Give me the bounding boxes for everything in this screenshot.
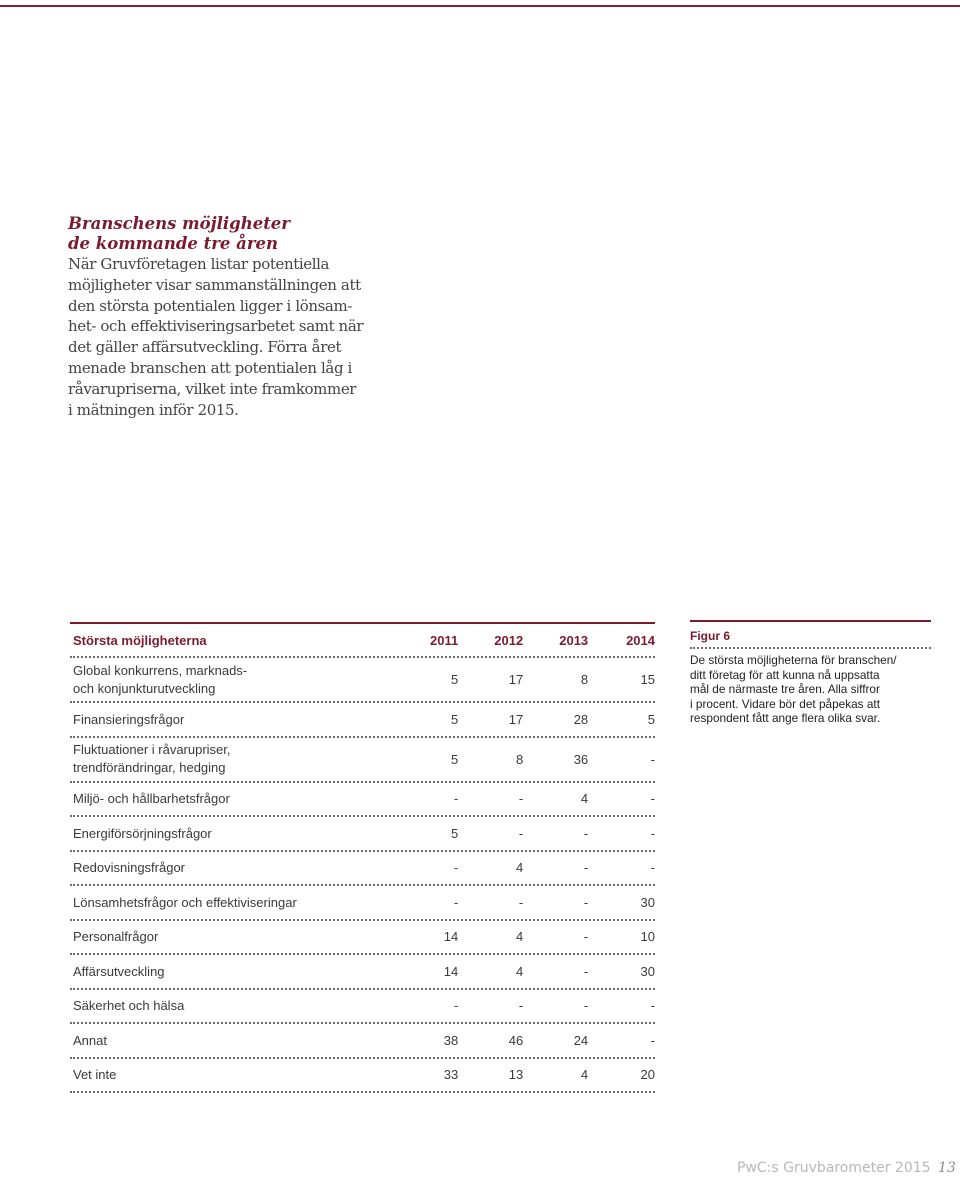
row-value: 5: [451, 711, 459, 727]
intro-heading-line2: de kommande tre åren: [68, 234, 279, 253]
row-label: Lönsamhetsfrågor och effektiviseringar: [73, 894, 297, 910]
row-value: -: [453, 894, 459, 910]
row-value: 14: [443, 963, 459, 979]
table-row: [70, 738, 655, 783]
table-row: [70, 852, 655, 887]
row-value: 17: [508, 672, 524, 687]
row-value: 4: [515, 963, 524, 979]
intro-heading-line1: Branschens möjligheter: [68, 214, 291, 233]
row-value: -: [518, 791, 524, 807]
row-label: Global konkurrens, marknads- och konjunkturutveckling: [73, 662, 248, 696]
row-value: -: [453, 998, 459, 1014]
caption-text: De största möjligheterna för branschen/ ditt företag för att kunna nå uppsatta mål de närmaste tre åren. Alla siffror i procent. Vidare bör det påpekas att respondent fått ange flera olika svar.: [690, 653, 897, 726]
footer-brand: PwC:s Gruvbarometer 2015: [737, 1160, 931, 1176]
intro-section: [68, 214, 368, 420]
row-label: Säkerhet och hälsa: [73, 998, 185, 1014]
column-header: 2014: [626, 632, 655, 648]
row-value: -: [583, 825, 589, 841]
row-value: 14: [443, 929, 459, 945]
row-value: 46: [508, 1032, 524, 1048]
row-label: Miljö- och hållbarhetsfrågor: [73, 791, 230, 807]
row-label: Fluktuationer i råvarupriser, trendförändringar, hedging: [73, 742, 231, 775]
table-row: [70, 658, 655, 703]
table-row: [70, 1024, 655, 1059]
row-value: -: [583, 929, 589, 945]
figure-caption: [690, 620, 931, 726]
row-value: 20: [640, 1067, 655, 1083]
opportunities-table: [70, 622, 655, 1093]
row-value: -: [583, 963, 589, 979]
row-value: -: [650, 860, 655, 876]
row-value: 8: [580, 672, 589, 687]
table-row: [70, 990, 655, 1025]
page-number: 13: [938, 1160, 956, 1176]
top-rule: [0, 5, 960, 7]
caption-title: Figur 6: [690, 622, 931, 649]
row-value: 36: [573, 751, 589, 767]
table-header-row: [70, 624, 655, 658]
row-value: 24: [573, 1032, 589, 1048]
column-header: 2011: [430, 632, 459, 648]
row-value: 5: [647, 711, 655, 727]
row-value: 4: [580, 1067, 589, 1083]
row-value: 38: [443, 1032, 459, 1048]
row-label: Personalfrågor: [73, 929, 159, 945]
table-row: [70, 921, 655, 956]
row-value: 15: [640, 672, 655, 687]
row-value: -: [650, 791, 655, 807]
row-value: 4: [515, 929, 524, 945]
row-value: -: [453, 860, 459, 876]
row-label: Redovisningsfrågor: [73, 860, 186, 876]
row-value: 4: [515, 860, 524, 876]
row-value: 5: [451, 672, 459, 687]
row-value: 33: [443, 1067, 459, 1083]
row-label: Finansieringsfrågor: [73, 711, 185, 727]
intro-body: När Gruvföretagen listar potentiella möjligheter visar sammanställningen att den största potentialen ligger i lönsam- het- och effektiviseringsarbetet samt när det gäller affärsutveckling. Förra året menade branschen att potentialen låg i råvarupriserna, vilket inte framkommer i mätningen inför 2015.: [68, 255, 364, 419]
table-body: [70, 658, 655, 1093]
row-label: Energiförsörjningsfrågor: [73, 825, 212, 841]
row-value: -: [583, 860, 589, 876]
row-value: 28: [573, 711, 589, 727]
row-value: -: [650, 825, 655, 841]
table-row: [70, 783, 655, 818]
row-value: -: [518, 894, 524, 910]
table-row: [70, 886, 655, 921]
table-row: [70, 817, 655, 852]
row-value: -: [650, 751, 655, 767]
table-title: Största möjligheterna: [73, 632, 207, 648]
column-header: 2013: [559, 632, 589, 648]
table-row: [70, 703, 655, 738]
row-value: 5: [451, 825, 459, 841]
row-value: -: [518, 998, 524, 1014]
row-label: Vet inte: [73, 1067, 117, 1083]
row-value: -: [583, 998, 589, 1014]
row-value: -: [650, 998, 655, 1014]
row-value: 10: [640, 929, 655, 945]
table-row: [70, 1059, 655, 1094]
row-value: 4: [580, 791, 589, 807]
row-value: -: [650, 1032, 655, 1048]
row-value: 13: [508, 1067, 524, 1083]
row-label: Annat: [73, 1032, 107, 1048]
row-value: -: [453, 791, 459, 807]
row-value: -: [518, 825, 524, 841]
table-row: [70, 955, 655, 990]
row-value: 30: [640, 963, 655, 979]
row-label: Affärsutveckling: [73, 963, 165, 979]
column-header: 2012: [494, 632, 524, 648]
row-value: 5: [451, 751, 459, 767]
row-value: 30: [640, 894, 655, 910]
row-value: 17: [508, 711, 524, 727]
row-value: -: [583, 894, 589, 910]
row-value: 8: [515, 751, 524, 767]
